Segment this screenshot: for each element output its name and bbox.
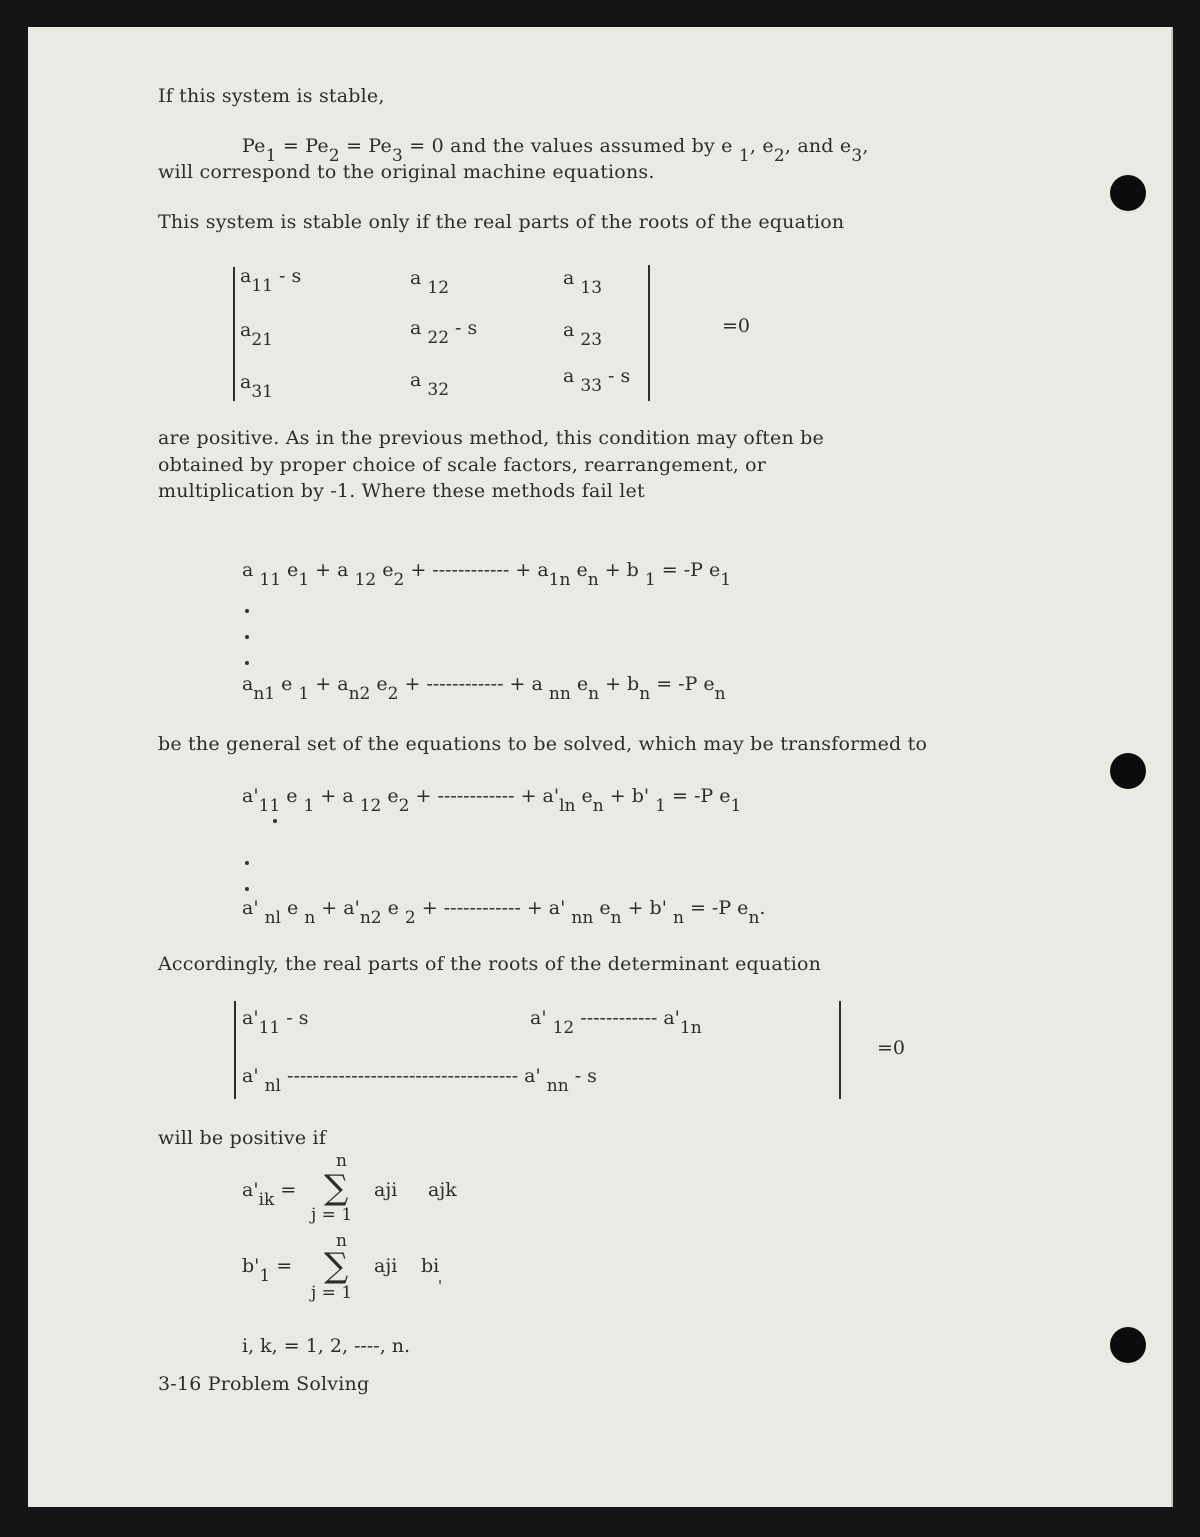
binder-hole xyxy=(1110,175,1146,211)
matrix-entry: a' 12 ------------ a'1n xyxy=(530,1007,702,1038)
equals-zero: =0 xyxy=(722,315,751,337)
text-line: multiplication by -1. Where these methods fail let xyxy=(158,480,645,502)
text-line: Accordingly, the real parts of the roots of the determinant equation xyxy=(158,953,822,975)
ellipsis-dot xyxy=(273,819,277,823)
sum-term: aji xyxy=(374,1179,398,1201)
equation-line: a'11 e 1 + a 12 e2 + ------------ + a'ln en + b' 1 = -P e1 xyxy=(242,785,742,816)
formula-lhs: a'ik = xyxy=(242,1179,297,1210)
sum-term: ajk xyxy=(428,1179,457,1201)
index-range: i, k, = 1, 2, ----, n. xyxy=(242,1335,411,1357)
determinant-bar-right xyxy=(648,265,650,401)
determinant-bar-left xyxy=(233,267,235,401)
equation-line: a' nl e n + a'n2 e 2 + ------------ + a' nn en + b' n = -P en. xyxy=(242,897,766,928)
ellipsis-dot xyxy=(245,609,249,613)
sum-lower-limit: j = 1 xyxy=(311,1205,353,1225)
determinant-bar-right xyxy=(839,1001,841,1099)
page-footer: 3-16 Problem Solving xyxy=(158,1373,370,1395)
ellipsis-dot xyxy=(245,861,249,865)
document-page xyxy=(28,27,1173,1507)
matrix-entry: a 12 xyxy=(410,267,450,298)
formula-lhs: b'1 = xyxy=(242,1255,293,1286)
sum-lower-limit: j = 1 xyxy=(311,1283,353,1303)
binder-hole xyxy=(1110,753,1146,789)
ellipsis-dot xyxy=(245,635,249,639)
matrix-entry: a21 xyxy=(240,319,273,350)
equation-line: an1 e 1 + an2 e2 + ------------ + a nn en + bn = -P en xyxy=(242,673,726,704)
sum-upper-limit: n xyxy=(336,1151,347,1171)
ellipsis-dot xyxy=(245,661,249,665)
prime-mark: ' xyxy=(438,1277,443,1295)
sum-term: bi xyxy=(421,1255,440,1277)
text-line: If this system is stable, xyxy=(158,85,385,107)
matrix-entry: a' nl ------------------------------------ a' nn - s xyxy=(242,1065,597,1096)
matrix-entry: a 22 - s xyxy=(410,317,478,348)
matrix-entry: a 23 xyxy=(563,319,603,350)
sum-upper-limit: n xyxy=(336,1231,347,1251)
matrix-entry: a11 - s xyxy=(240,265,302,296)
determinant-bar-left xyxy=(234,1001,236,1099)
matrix-entry: a31 xyxy=(240,371,273,402)
matrix-entry: a 13 xyxy=(563,267,603,298)
text-line: be the general set of the equations to be solved, which may be transformed to xyxy=(158,733,928,755)
ellipsis-dot xyxy=(245,887,249,891)
sigma-symbol: ∑ xyxy=(324,1246,349,1286)
text-line: Pe1 = Pe2 = Pe3 = 0 and the values assumed by e 1, e2, and e3, xyxy=(242,135,869,166)
binder-hole xyxy=(1110,1327,1146,1363)
equals-zero: =0 xyxy=(877,1037,906,1059)
matrix-entry: a 32 xyxy=(410,369,450,400)
equation-line: a 11 e1 + a 12 e2 + ------------ + a1n en + b 1 = -P e1 xyxy=(242,559,732,590)
matrix-entry: a'11 - s xyxy=(242,1007,309,1038)
matrix-entry: a 33 - s xyxy=(563,365,631,396)
text-line: are positive. As in the previous method, this condition may often be xyxy=(158,427,824,449)
text-line: This system is stable only if the real parts of the roots of the equation xyxy=(158,211,845,233)
sigma-symbol: ∑ xyxy=(324,1168,349,1208)
text-line: obtained by proper choice of scale factors, rearrangement, or xyxy=(158,454,767,476)
sum-term: aji xyxy=(374,1255,398,1277)
text-line: will be positive if xyxy=(158,1127,327,1149)
text-line: will correspond to the original machine equations. xyxy=(158,161,655,183)
